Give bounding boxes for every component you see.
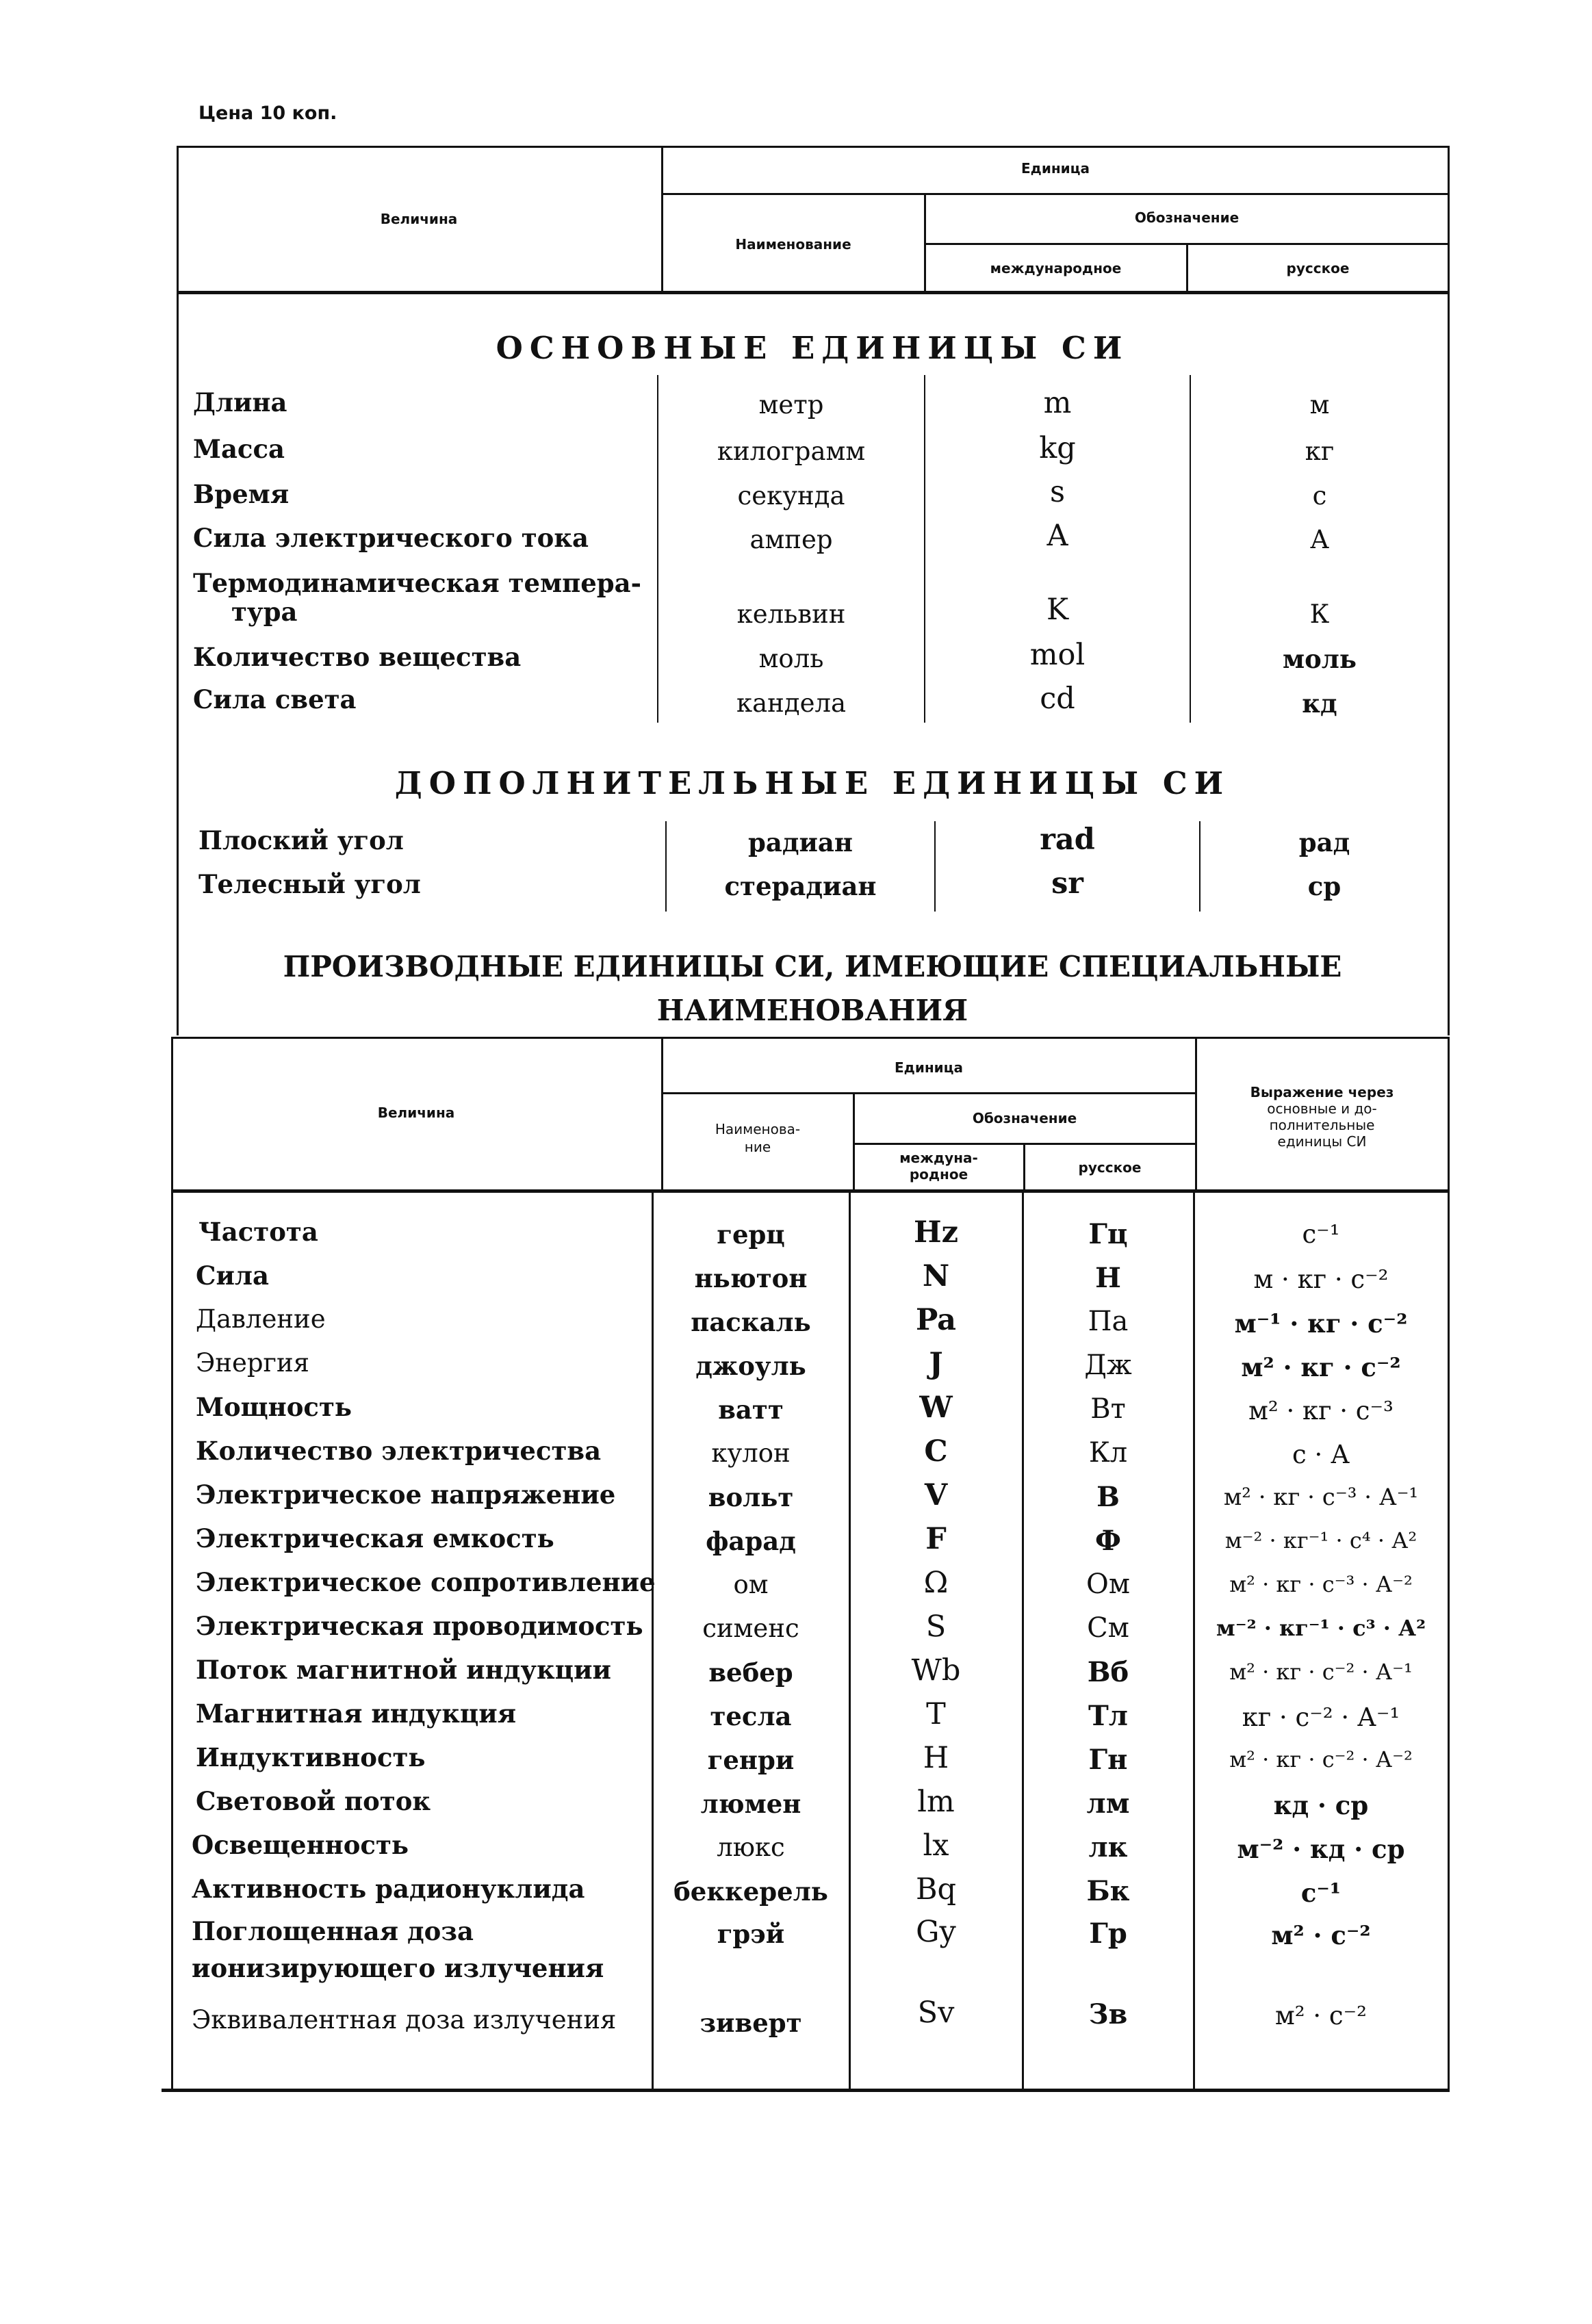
derived-header-intl-line2: родное <box>909 1166 968 1183</box>
base-rus: с <box>1312 481 1327 511</box>
derived-quantity: Сила <box>196 1261 269 1291</box>
derived-quantity: Энергия <box>196 1348 309 1378</box>
derived-header-expr-line1: Выражение через <box>1250 1084 1394 1100</box>
derived-quantity: Индуктивность <box>196 1742 426 1772</box>
derived-quantity-line1: Поглощенная доза <box>192 1916 474 1946</box>
section-title-supplementary: ДОПОЛНИТЕЛЬНЫЕ ЕДИНИЦЫ СИ <box>394 765 1231 801</box>
price-label: Цена 10 коп. <box>198 103 337 124</box>
derived-name: герц <box>717 1219 785 1250</box>
derived-name: генри <box>707 1745 795 1775</box>
derived-quantity: Поток магнитной индукции <box>196 1655 611 1685</box>
derived-expr: м⁻² · кд · ср <box>1237 1834 1405 1864</box>
derived-intl: N <box>922 1259 950 1293</box>
derived-header-expr-line4: единицы СИ <box>1277 1133 1367 1150</box>
header-unit: Единица <box>1021 160 1090 177</box>
derived-quantity: Эквивалентная доза излучения <box>192 2005 617 2035</box>
derived-intl: Wb <box>911 1653 961 1688</box>
derived-name: беккерель <box>673 1876 828 1907</box>
derived-intl: Hz <box>913 1215 959 1250</box>
derived-header-unit: Единица <box>895 1059 963 1076</box>
derived-expr: м² · кг · с⁻² · А⁻¹ <box>1229 1659 1413 1685</box>
derived-name: ом <box>733 1570 769 1599</box>
derived-expr: м⁻² · кг⁻¹ · с⁴ · А² <box>1224 1527 1417 1553</box>
derived-expr: с⁻¹ <box>1302 1219 1340 1249</box>
derived-name: зиверт <box>699 2008 802 2038</box>
derived-expr: м⁻¹ · кг · с⁻² <box>1234 1308 1408 1339</box>
derived-header-expr-line2: основные и до- <box>1267 1100 1377 1117</box>
derived-expr: м² · кг · с⁻³ · А⁻² <box>1229 1571 1413 1597</box>
derived-intl: Ω <box>923 1566 949 1600</box>
derived-expr: м² · кг · с⁻² <box>1241 1352 1401 1382</box>
supp-intl: rad <box>1040 823 1095 857</box>
derived-name: люкс <box>717 1833 785 1862</box>
supp-name: стерадиан <box>724 871 877 901</box>
derived-rus: См <box>1087 1612 1129 1644</box>
derived-expr: м² · кг · с⁻³ <box>1248 1396 1394 1425</box>
derived-intl: lm <box>917 1785 955 1819</box>
derived-intl: V <box>924 1478 948 1512</box>
derived-rus: Дж <box>1084 1350 1132 1381</box>
derived-expr: м · кг · с⁻² <box>1253 1265 1389 1294</box>
base-quantity-line1: Термодинамическая темпера- <box>193 568 641 598</box>
derived-name: грэй <box>717 1919 785 1949</box>
base-rus: кг <box>1305 437 1335 466</box>
header-russian: русское <box>1286 260 1350 276</box>
header-name: Наименование <box>735 236 851 253</box>
header-designation: Обозначение <box>1134 209 1240 226</box>
derived-name: фарад <box>706 1526 796 1556</box>
base-rus: кд <box>1302 688 1337 719</box>
derived-rus: Н <box>1095 1262 1121 1294</box>
section-title-derived-line1: ПРОИЗВОДНЫЕ ЕДИНИЦЫ СИ, ИМЕЮЩИЕ СПЕЦИАЛЬНЫЕ <box>283 950 1342 983</box>
derived-rus: Ф <box>1095 1525 1121 1557</box>
base-quantity: Время <box>193 479 290 509</box>
base-quantity: Длина <box>193 387 287 417</box>
header-international: международное <box>990 260 1122 276</box>
section-title-base: ОСНОВНЫЕ ЕДИНИЦЫ СИ <box>496 330 1129 366</box>
supp-quantity: Плоский угол <box>198 825 404 855</box>
base-quantity: Сила света <box>193 684 357 714</box>
base-name: килограмм <box>717 437 866 466</box>
derived-rus: Гр <box>1089 1918 1127 1950</box>
derived-quantity: Электрическое напряжение <box>196 1480 616 1510</box>
base-intl: K <box>1046 593 1069 627</box>
derived-expr: м² · кг · с⁻² · А⁻² <box>1229 1746 1413 1772</box>
derived-quantity: Световой поток <box>196 1786 431 1816</box>
derived-expr: с · А <box>1292 1440 1350 1469</box>
derived-name: люмен <box>700 1789 801 1819</box>
base-name: моль <box>758 644 824 673</box>
base-name: секунда <box>737 481 845 511</box>
base-rus: А <box>1309 525 1330 554</box>
derived-quantity: Электрическая емкость <box>196 1523 554 1553</box>
derived-quantity-line2: ионизирующего излучения <box>192 1953 604 1983</box>
derived-rus: Вб <box>1087 1656 1129 1688</box>
derived-intl: C <box>924 1434 948 1469</box>
base-rus: моль <box>1282 644 1357 674</box>
derived-name: сименс <box>702 1614 799 1643</box>
derived-rus: Гн <box>1088 1744 1128 1776</box>
base-intl: s <box>1049 475 1066 509</box>
derived-name: джоуль <box>695 1351 806 1381</box>
derived-quantity: Количество электричества <box>196 1436 602 1466</box>
supp-intl: sr <box>1051 866 1083 901</box>
derived-expr: м⁻² · кг⁻¹ · с³ · А² <box>1216 1615 1426 1641</box>
derived-header-name-line1: Наименова- <box>715 1121 801 1137</box>
supp-quantity: Телесный угол <box>198 869 421 899</box>
derived-quantity: Мощность <box>196 1392 352 1422</box>
derived-name: ватт <box>718 1395 784 1425</box>
section-title-derived-line2: НАИМЕНОВАНИЯ <box>656 994 968 1027</box>
derived-name: ньютон <box>694 1263 808 1293</box>
derived-name: паскаль <box>691 1307 811 1337</box>
derived-expr: м² · кг · с⁻³ · А⁻¹ <box>1223 1484 1419 1511</box>
derived-intl: W <box>919 1391 953 1425</box>
base-name: кандела <box>736 688 847 718</box>
derived-rus: Гц <box>1088 1218 1128 1250</box>
supp-rus: рад <box>1298 827 1350 857</box>
derived-intl: Sv <box>917 1996 955 2030</box>
derived-quantity: Электрическая проводимость <box>196 1611 643 1641</box>
base-quantity-line2: тура <box>231 597 298 627</box>
derived-header-expr-line3: полнительные <box>1269 1117 1375 1133</box>
derived-rus: Кл <box>1088 1437 1128 1469</box>
derived-header-designation: Обозначение <box>972 1110 1077 1126</box>
derived-intl: Bq <box>915 1872 957 1907</box>
base-intl: kg <box>1039 431 1076 465</box>
base-rus: К <box>1309 599 1330 629</box>
base-intl: cd <box>1040 682 1075 716</box>
derived-rus: лк <box>1088 1831 1128 1863</box>
derived-expr: м² · с⁻² <box>1271 1920 1371 1950</box>
base-name: ампер <box>749 525 833 554</box>
derived-header-name-line2: ние <box>744 1139 771 1155</box>
supp-name: радиан <box>747 827 853 857</box>
derived-rus: Вт <box>1090 1393 1126 1425</box>
derived-name: вебер <box>708 1657 793 1688</box>
derived-header-intl-line1: междуна- <box>899 1150 978 1166</box>
derived-intl: S <box>925 1610 947 1644</box>
derived-rus: В <box>1096 1481 1120 1513</box>
derived-intl: T <box>926 1697 946 1731</box>
derived-quantity: Освещенность <box>192 1830 409 1860</box>
header-quantity: Величина <box>380 211 458 227</box>
derived-intl: J <box>929 1347 943 1381</box>
supp-rus: ср <box>1307 871 1341 901</box>
derived-rus: Ом <box>1086 1568 1130 1600</box>
derived-expr: кд · ср <box>1273 1790 1369 1820</box>
base-quantity: Сила электрического тока <box>193 523 589 553</box>
derived-expr: с⁻¹ <box>1300 1878 1341 1908</box>
derived-rus: Зв <box>1088 1998 1128 2030</box>
base-intl: A <box>1047 519 1068 553</box>
derived-intl: Gy <box>916 1915 956 1949</box>
base-intl: mol <box>1029 638 1086 672</box>
base-rus: м <box>1309 390 1330 419</box>
derived-quantity: Электрическое сопротивление <box>196 1567 656 1597</box>
derived-intl: Pa <box>915 1303 957 1337</box>
derived-header-russian: русское <box>1078 1159 1142 1176</box>
derived-name: вольт <box>708 1482 794 1512</box>
derived-rus: Бк <box>1086 1875 1130 1907</box>
derived-rus: Па <box>1088 1306 1129 1337</box>
derived-quantity: Частота <box>198 1217 318 1247</box>
derived-name: кулон <box>711 1438 791 1468</box>
derived-intl: lx <box>923 1829 949 1863</box>
derived-quantity: Давление <box>196 1304 326 1334</box>
base-intl: m <box>1043 386 1072 420</box>
derived-rus: лм <box>1086 1787 1130 1820</box>
base-quantity: Масса <box>193 434 285 464</box>
base-quantity: Количество вещества <box>193 642 522 672</box>
derived-quantity: Магнитная индукция <box>196 1699 517 1729</box>
base-name: метр <box>758 390 824 419</box>
derived-expr: м² · с⁻² <box>1275 2001 1367 2030</box>
derived-expr: кг · с⁻² · А⁻¹ <box>1242 1703 1400 1732</box>
derived-rus: Тл <box>1088 1700 1128 1732</box>
derived-intl: H <box>923 1741 949 1775</box>
derived-quantity: Активность радионуклида <box>192 1874 585 1904</box>
derived-name: тесла <box>710 1701 792 1731</box>
derived-intl: F <box>925 1522 947 1556</box>
derived-header-quantity: Величина <box>377 1105 455 1121</box>
base-name: кельвин <box>736 599 846 629</box>
